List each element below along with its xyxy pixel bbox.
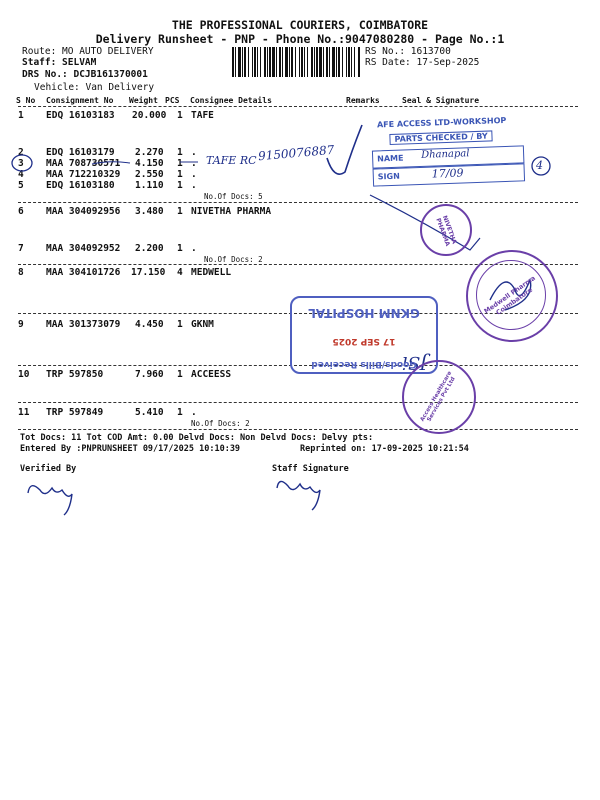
- access-stamp: [402, 360, 476, 434]
- row-pcs: 1: [177, 243, 183, 254]
- row-pcs: 1: [177, 158, 183, 169]
- tafe-name-label: NAME: [377, 153, 404, 164]
- rs-date: RS Date: 17-Sep-2025: [365, 57, 480, 68]
- nivetha-stamp-text: NIVETHA PHARMA: [434, 214, 458, 248]
- row-sno: 6: [18, 206, 24, 217]
- row-consignment: EDQ 16103183: [46, 110, 115, 121]
- tafe-stamp: [371, 115, 523, 188]
- company-title: THE PROFESSIONAL COURIERS, COIMBATORE: [171, 18, 429, 32]
- verified-by-label: Verified By: [20, 464, 77, 474]
- row-consignment: TRP 597850: [46, 369, 104, 380]
- medwell-stamp-text: Medwell Pharma Coimbatore: [482, 274, 537, 317]
- row-weight: 4.150: [135, 158, 164, 169]
- staff-value: SELVAM: [62, 57, 97, 68]
- row-consignee: GKNM: [191, 319, 214, 330]
- gknm-stamp-date: 17 SEP 2025: [332, 336, 396, 346]
- circled-number-text: 4: [536, 159, 543, 172]
- row-consignee: .: [191, 243, 197, 254]
- tafe-sign-label: SIGN: [377, 171, 400, 182]
- row-sno: 5: [18, 180, 24, 191]
- tafe-stamp-line2: PARTS CHECKED / BY: [389, 130, 493, 145]
- gknm-stamp-line3: GKNM HOSPITAL: [308, 306, 420, 320]
- reprinted-on: Reprinted on: 17-09-2025 10:21:54: [300, 444, 469, 454]
- row-weight: 7.960: [135, 369, 164, 380]
- row-consignee: .: [191, 407, 197, 418]
- row-sno: 10: [18, 369, 30, 380]
- row-consignee: MEDWELL: [191, 267, 232, 278]
- row-sno: 3: [18, 158, 24, 169]
- handwritten-phone: 9150076887: [257, 142, 335, 164]
- doc-count: No.Of Docs: 2: [204, 255, 263, 264]
- staff-signature: [277, 481, 320, 510]
- row-sno: 7: [18, 243, 24, 254]
- medwell-stamp: [466, 250, 558, 342]
- gknm-stamp: [290, 296, 438, 374]
- staff-label: Staff:: [22, 57, 63, 68]
- drs-value: DCJB161370001: [73, 69, 148, 80]
- row-consignee: TAFE: [191, 110, 214, 121]
- totals-line: Tot Docs: 11 Tot COD Amt: 0.00 Delvd Docs: Non Delvd Docs: Delvy pts:: [20, 433, 374, 443]
- row-weight: 17.150: [131, 267, 166, 278]
- row-consignment: MAA 712210329: [46, 169, 121, 180]
- row-pcs: 1: [177, 169, 183, 180]
- tafe-sign-box: [373, 163, 526, 186]
- runsheet-subtitle: Delivery Runsheet - PNP - Phone No.:9047080280 - Page No.:1: [95, 32, 505, 46]
- row-pcs: 1: [177, 110, 183, 121]
- row-consignment: EDQ 16103179: [46, 147, 115, 158]
- row-consignee: .: [191, 147, 197, 158]
- row-consignment: MAA 301373079: [46, 319, 121, 330]
- col-remarks: Remarks: [346, 96, 380, 105]
- col-weight: Weight: [129, 96, 158, 105]
- row-pcs: 4: [177, 267, 183, 278]
- row-consignment: MAA 304101726: [46, 267, 121, 278]
- row-consignment: MAA 304092952: [46, 243, 121, 254]
- row-consignee: .: [191, 169, 197, 180]
- row-consignee: .: [191, 180, 197, 191]
- col-sno: S No: [16, 96, 36, 105]
- col-pcs: PCS: [165, 96, 180, 105]
- row-pcs: 1: [177, 407, 183, 418]
- drs-label: DRS No.:: [22, 69, 74, 80]
- row-weight: 2.270: [135, 147, 164, 158]
- col-seal: Seal & Signature: [402, 96, 480, 105]
- row-weight: 2.200: [135, 243, 164, 254]
- row-sno: 11: [18, 407, 30, 418]
- col-consignment: Consignment No: [46, 96, 114, 105]
- rs-number: RS No.: 1613700: [365, 46, 451, 57]
- strike-stroke: [92, 162, 130, 164]
- gknm-handwritten-sign: JSi: [402, 352, 428, 373]
- row-sno: 4: [18, 169, 24, 180]
- row-weight: 5.410: [135, 407, 164, 418]
- col-consignee: Consignee Details: [190, 96, 272, 105]
- row-pcs: 1: [177, 319, 183, 330]
- row-weight: 1.110: [135, 180, 164, 191]
- row-pcs: 1: [177, 369, 183, 380]
- row-pcs: 1: [177, 180, 183, 191]
- row-consignee: NIVETHA PHARMA: [191, 206, 272, 217]
- tafe-stamp-line1: AFE ACCESS LTD-WORKSHOP: [376, 115, 507, 130]
- row-consignment: EDQ 16103180: [46, 180, 115, 191]
- row-weight: 20.000: [132, 110, 167, 121]
- row-consignee: ACCEESS: [191, 369, 232, 380]
- tafe-name-value: Dhanapal: [420, 148, 470, 161]
- access-stamp-text: Access Healthcare Services Pvt Ltd: [419, 370, 457, 423]
- tafe-sign-date: 17/09: [431, 166, 464, 181]
- row-weight: 3.480: [135, 206, 164, 217]
- doc-count: No.Of Docs: 2: [191, 419, 250, 428]
- row-pcs: 1: [177, 147, 183, 158]
- doc-count: No.Of Docs: 5: [204, 192, 263, 201]
- row-consignment: MAA 708730571: [46, 158, 121, 169]
- row-sno: 2: [18, 147, 24, 158]
- row-consignment: TRP 597849: [46, 407, 104, 418]
- row3-note: TAFE RC: [206, 154, 257, 167]
- route-label: Route: MO AUTO DELIVERY: [22, 46, 154, 57]
- row-weight: 4.450: [135, 319, 164, 330]
- row-consignee: .: [191, 158, 197, 169]
- row-sno: 1: [18, 110, 24, 121]
- row3-circle: [12, 155, 32, 171]
- row-consignment: MAA 304092956: [46, 206, 121, 217]
- row-weight: 2.550: [135, 169, 164, 180]
- nivetha-stamp: [420, 204, 472, 256]
- staff-signature-label: Staff Signature: [272, 464, 349, 474]
- row-sno: 8: [18, 267, 24, 278]
- vehicle-label: Vehicle: Van Delivery: [34, 82, 155, 93]
- row-pcs: 1: [177, 206, 183, 217]
- entered-by: Entered By :PNPRUNSHEET 09/17/2025 10:10:39: [20, 444, 241, 454]
- gknm-stamp-line1: Goods/Bills Received: [311, 359, 417, 369]
- row-sno: 9: [18, 319, 24, 330]
